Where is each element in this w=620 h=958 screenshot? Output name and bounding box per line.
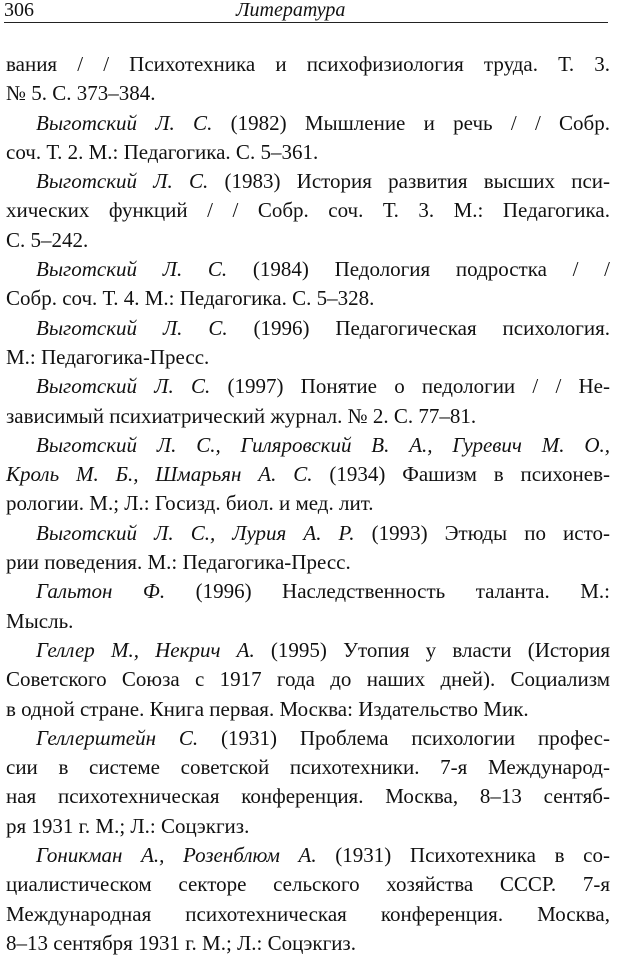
reference-line: Выготский Л. С. (1984) Педология подростка / / (36, 257, 610, 282)
reference-line: Выготский Л. С. (1996) Педагогическая психология. (36, 315, 610, 340)
reference-entry (6, 841, 610, 958)
reference-entry (6, 372, 610, 431)
reference-line: Международная психотехническая конференция. Москва, (6, 901, 610, 926)
reference-line: соч. Т. 2. М.: Педагогика. С. 5–361. (6, 139, 319, 164)
reference-line: Геллер М., Некрич А. (1995) Утопия у власти (История (36, 637, 610, 662)
reference-entry (6, 519, 610, 578)
reference-entry (6, 577, 610, 636)
reference-line: С. 5–242. (6, 227, 89, 252)
reference-author: Гоникман А., Розенблюм А. (36, 843, 317, 868)
reference-line: Мысль. (6, 608, 74, 633)
reference-entry (6, 255, 610, 314)
running-head: Литература (236, 0, 346, 21)
reference-line (6, 431, 610, 460)
reference-line: М.: Педагогика-Пресс. (6, 344, 210, 369)
reference-line: Выготский Л. С., Лурия А. Р. (1993) Этюды по исто- (36, 520, 610, 545)
reference-author: Выготский Л. С. (36, 110, 213, 135)
reference-author: Выготский Л. С., Лурия А. Р. (36, 520, 355, 545)
reference-line: Выготский Л. С. (1997) Понятие о педологии / / Не- (36, 374, 610, 399)
reference-author: Геллер М., Некрич А. (36, 637, 255, 662)
reference-line: Гоникман А., Розенблюм А. (1931) Психотехника в со- (36, 843, 610, 868)
reference-line: Выготский Л. С. (1983) История развития высших пси- (36, 169, 610, 194)
reference-entry (6, 109, 610, 168)
reference-author: Выготский Л. С. (36, 374, 211, 399)
reference-line: циалистическом секторе сельского хозяйства СССР. 7-я (6, 872, 610, 897)
reference-author: Выготский Л. С. (36, 315, 228, 340)
reference-line: № 5. С. 373–384. (6, 81, 156, 106)
page-header (4, 0, 608, 23)
reference-line: вания / / Психотехника и психофизиология труда. Т. 3. (6, 52, 610, 76)
reference-line: в одной стране. Книга первая. Москва: Издательство Мик. (6, 696, 529, 721)
reference-line: Выготский Л. С. (1982) Мышление и речь / / Собр. (36, 110, 610, 135)
reference-entry (6, 50, 610, 109)
reference-line: Гальтон Ф. (1996) Наследственность таланта. М.: (36, 579, 610, 604)
reference-line: Советского Союза с 1917 года до наших дней). Социализм (6, 667, 610, 692)
reference-line: рологии. М.; Л.: Госизд. биол. и мед. лит. (6, 491, 374, 516)
reference-author: Гальтон Ф. (36, 579, 166, 604)
reference-line: ная психотехническая конференция. Москва, 8–13 сентяб- (6, 784, 610, 809)
reference-line: рии поведения. М.: Педагогика-Пресс. (6, 550, 351, 575)
reference-line: сии в системе советской психотехники. 7-я Международ- (6, 755, 610, 780)
reference-line: Геллерштейн С. (1931) Проблема психологии профес- (36, 725, 610, 750)
reference-entry (6, 314, 610, 373)
reference-line: Собр. соч. Т. 4. М.: Педагогика. С. 5–328. (6, 286, 375, 311)
reference-entry (6, 636, 610, 724)
reference-author: Выготский Л. С., Гиляровский В. А., Гуревич М. О., (36, 432, 610, 457)
reference-list (6, 50, 610, 958)
reference-line: 8–13 сентября 1931 г. М.; Л.: Соцэкгиз. (6, 930, 356, 955)
reference-author: Кроль М. Б., Шмарьян А. С. (6, 462, 313, 487)
reference-author: Выготский Л. С. (36, 257, 228, 282)
reference-author: Выготский Л. С. (36, 169, 209, 194)
page-number: 306 (4, 0, 34, 21)
reference-entry (6, 431, 610, 519)
reference-entry (6, 167, 610, 255)
reference-line: Кроль М. Б., Шмарьян А. С. (1934) Фашизм в психонев- (6, 462, 610, 487)
reference-author: Геллерштейн С. (36, 725, 199, 750)
reference-line: хических функций / / Собр. соч. Т. 3. М.: Педагогика. (6, 198, 610, 223)
reference-entry (6, 724, 610, 841)
reference-line: ря 1931 г. М.; Л.: Соцэкгиз. (6, 813, 250, 838)
reference-line: зависимый психиатрический журнал. № 2. С. 77–81. (6, 403, 477, 428)
